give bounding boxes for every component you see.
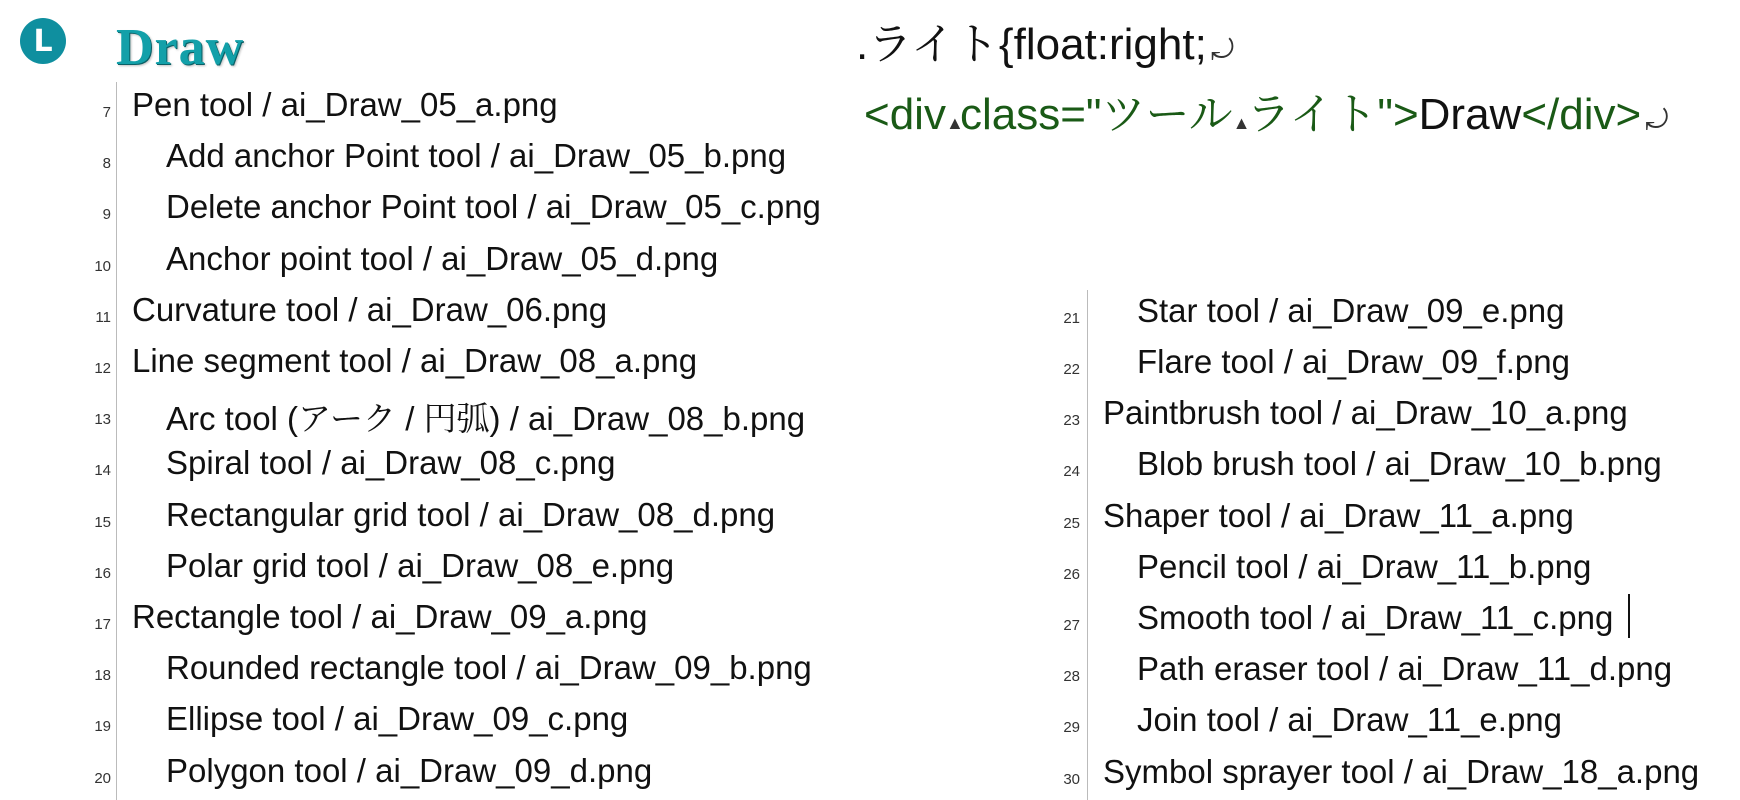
editor-line[interactable] [0, 82, 900, 133]
code-open-tag: <div [864, 90, 946, 139]
editor-line-text[interactable]: Spiral tool / ai_Draw_08_c.png [166, 444, 616, 482]
line-number: 24 [1063, 463, 1080, 481]
editor-line-text[interactable]: Star tool / ai_Draw_09_e.png [1137, 291, 1565, 329]
line-number: 10 [94, 257, 111, 275]
line-number: 23 [1063, 412, 1080, 430]
editor-line-text[interactable]: Symbol sprayer tool / ai_Draw_18_a.png [1103, 752, 1700, 790]
line-number: 27 [1063, 617, 1080, 634]
code-line-1-text: .ライト{float:right; [856, 20, 1207, 69]
line-number: 15 [94, 513, 111, 531]
editor-line-text[interactable]: Anchor point tool / ai_Draw_05_d.png [166, 239, 719, 277]
line-number: 14 [94, 462, 111, 480]
editor-line[interactable] [0, 493, 1574, 544]
editor-line[interactable] [0, 646, 1673, 697]
line-number: 9 [102, 206, 111, 224]
avatar-badge [20, 18, 66, 64]
line-number: 19 [94, 718, 111, 736]
editor-line-text[interactable]: Line segment tool / ai_Draw_08_a.png [132, 342, 698, 379]
return-icon: ⤾ [1210, 34, 1235, 65]
line-number: 21 [1063, 309, 1080, 327]
right-gutter-divider [1087, 290, 1088, 800]
code-line-1 [856, 8, 1234, 72]
editor-line-text[interactable]: Paintbrush tool / ai_Draw_10_a.png [1103, 394, 1628, 432]
editor-line-text[interactable]: Join tool / ai_Draw_11_e.png [1137, 701, 1563, 739]
badge-letter: L [33, 23, 53, 59]
line-number: 22 [1063, 361, 1080, 378]
editor-line-text[interactable]: Add anchor Point tool / ai_Draw_05_b.png [166, 137, 787, 175]
editor-line-text[interactable]: Delete anchor Point tool / ai_Draw_05_c.png [166, 188, 821, 226]
line-number: 26 [1063, 565, 1080, 583]
editor-line-text[interactable]: Curvature tool / ai_Draw_06.png [132, 290, 608, 328]
editor-line-text[interactable]: Rectangular grid tool / ai_Draw_08_d.png [166, 495, 776, 533]
code-attr-part1: class="ツール [959, 90, 1233, 139]
line-number: 20 [94, 769, 111, 787]
editor-line[interactable] [0, 390, 1628, 441]
text-cursor [1628, 594, 1630, 638]
editor-line[interactable] [0, 339, 1570, 390]
code-inner-text: Draw [1418, 90, 1522, 139]
line-number: 12 [94, 360, 111, 377]
editor-line-text[interactable]: Blob brush tool / ai_Draw_10_b.png [1137, 445, 1662, 483]
line-number: 25 [1063, 514, 1080, 532]
editor-line-text[interactable]: Shaper tool / ai_Draw_11_a.png [1103, 496, 1574, 534]
editor-line-text[interactable]: Rectangle tool / ai_Draw_09_a.png [132, 598, 648, 635]
editor-line[interactable] [0, 544, 1592, 595]
editor-line-text[interactable]: Smooth tool / ai_Draw_11_c.png [1137, 599, 1614, 636]
code-attr-part2: ライト"> [1246, 90, 1419, 139]
line-number: 11 [95, 308, 111, 326]
line-number: 18 [94, 667, 111, 685]
code-close-tag: </div> [1521, 90, 1642, 139]
line-number: 28 [1063, 668, 1080, 686]
line-number: 29 [1063, 719, 1080, 737]
editor-line[interactable] [0, 595, 1614, 646]
editor-line-text[interactable]: Pencil tool / ai_Draw_11_b.png [1137, 547, 1592, 585]
editor-line[interactable] [0, 749, 1700, 800]
page-title: Draw [116, 19, 245, 76]
editor-line-text[interactable]: Polygon tool / ai_Draw_09_d.png [166, 751, 653, 789]
line-number: 17 [94, 616, 111, 633]
line-number: 7 [102, 104, 111, 121]
editor-line[interactable] [0, 184, 900, 235]
line-number: 16 [94, 564, 111, 582]
editor-line-text[interactable]: Ellipse tool / ai_Draw_09_c.png [166, 700, 629, 738]
return-icon: ⤾ [1645, 104, 1669, 135]
editor-line[interactable] [0, 697, 1563, 748]
code-line-2 [864, 78, 1669, 142]
editor-line-text[interactable]: Rounded rectangle tool / ai_Draw_09_b.png [166, 649, 812, 687]
line-number: 8 [102, 155, 111, 173]
editor-line-text[interactable]: Arc tool (アーク / 円弧) / ai_Draw_08_b.png [166, 400, 806, 438]
editor-line[interactable] [0, 236, 900, 287]
editor-line[interactable] [0, 288, 1565, 339]
editor-line-text[interactable]: Polar grid tool / ai_Draw_08_e.png [166, 546, 675, 584]
editor-line-text[interactable]: Path eraser tool / ai_Draw_11_d.png [1137, 650, 1673, 688]
line-number: 30 [1063, 770, 1080, 788]
whitespace-icon: ▲ [945, 113, 964, 133]
editor-line-text[interactable]: Flare tool / ai_Draw_09_f.png [1137, 343, 1570, 380]
editor-line[interactable] [0, 441, 1662, 492]
editor-line-text[interactable]: Pen tool / ai_Draw_05_a.png [132, 86, 558, 123]
whitespace-icon: ▲ [1232, 113, 1251, 133]
editor-line[interactable] [0, 133, 900, 184]
line-number: 13 [94, 411, 111, 429]
